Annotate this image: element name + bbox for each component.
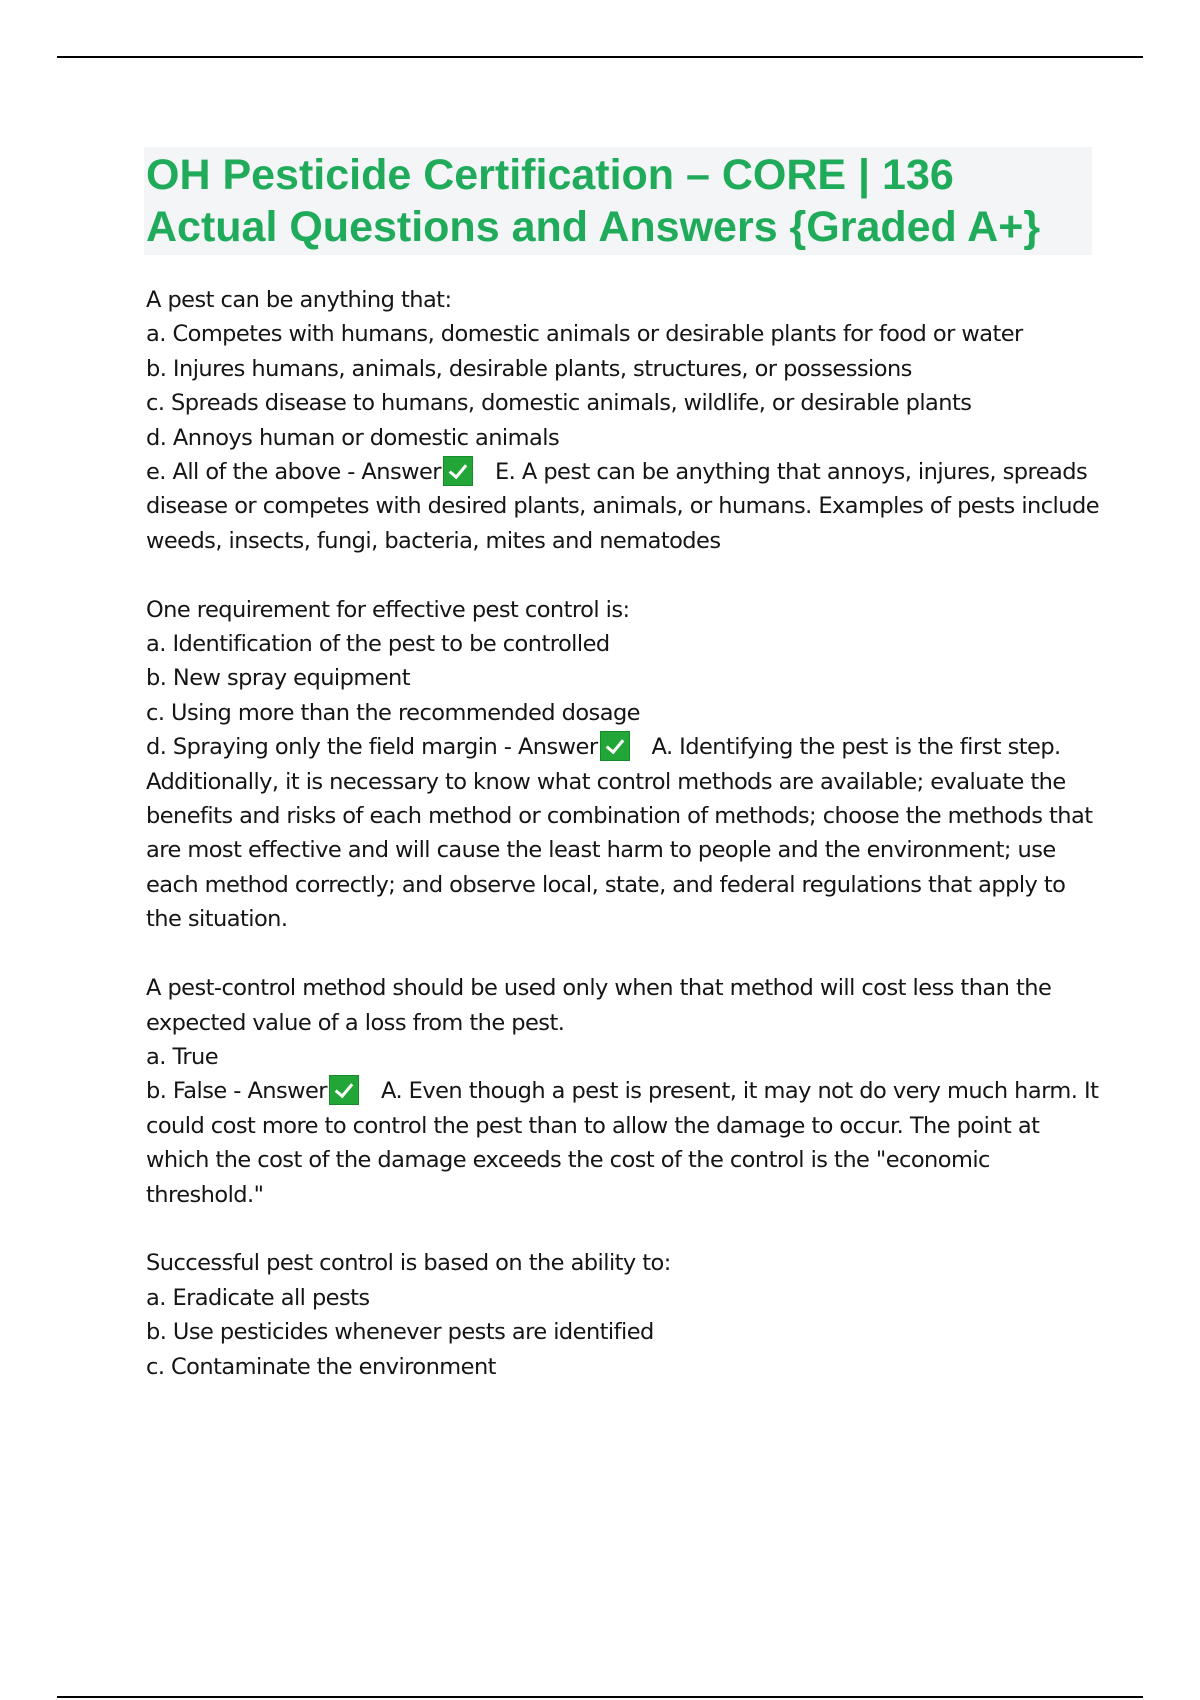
document-body (146, 283, 1106, 1418)
answer-option-a: a. True (146, 1043, 219, 1070)
question-prompt: A pest can be anything that: (146, 287, 452, 313)
question-block-4 (146, 1246, 1106, 1384)
answer-option-d: d. Annoys human or domestic animals (146, 424, 560, 451)
answer-explanation: A. Even though a pest is present, it may not do very much harm. It could cost more to control the pest than to allow the damage to occur. The point at which the cost of the damage exceeds the cost of the control is the "economic threshold." (146, 1078, 1099, 1208)
answer-option-a: a. Identification of the pest to be controlled (146, 631, 610, 658)
question-prompt: A pest-control method should be used only when that method will cost less than the expected value of a loss from the pest. (146, 975, 1052, 1036)
answer-explanation: A. Identifying the pest is the first step. Additionally, it is necessary to know what control methods are available; evaluate the benefits and risks of each method or combination of methods; choose the methods that are most effective and will cause the least harm to people and the environment; use each method correctly; and observe local, state, and federal regulations that apply to the situation. (146, 734, 1093, 933)
answer-option-b: b. Injures humans, animals, desirable plants, structures, or possessions (146, 355, 912, 382)
question-block-1 (146, 283, 1106, 558)
answer-line (146, 1074, 1106, 1212)
question-prompt: Successful pest control is based on the ability to: (146, 1250, 671, 1277)
answer-option-b: b. Use pesticides whenever pests are identified (146, 1319, 654, 1346)
answer-option-c: c. Using more than the recommended dosage (146, 699, 640, 726)
answer-option-d: d. Spraying only the field margin - Answer (146, 734, 598, 761)
document-title: OH Pesticide Certification – CORE | 136 Actual Questions and Answers {Graded A+} (146, 151, 1041, 251)
answer-option-a: a. Eradicate all pests (146, 1284, 370, 1311)
answer-option-b: b. False - Answer (146, 1078, 328, 1105)
title-banner (144, 147, 1092, 255)
answer-option-c: c. Contaminate the environment (146, 1353, 496, 1380)
answer-option-a: a. Competes with humans, domestic animals or desirable plants for food or water (146, 321, 1023, 348)
check-mark-icon (329, 1075, 359, 1105)
question-block-2 (146, 593, 1106, 937)
answer-option-c: c. Spreads disease to humans, domestic animals, wildlife, or desirable plants (146, 390, 972, 417)
answer-line (146, 455, 1106, 558)
answer-line (146, 730, 1106, 936)
question-block-3 (146, 971, 1106, 1212)
check-mark-icon (600, 731, 630, 761)
answer-explanation: E. A pest can be anything that annoys, injures, spreads disease or competes with desired plants, animals, or humans. Examples of pests include weeds, insects, fungi, bacteria, mites and nematodes (146, 459, 1099, 554)
top-rule (57, 56, 1143, 58)
bottom-rule (57, 1696, 1143, 1698)
check-mark-icon (443, 456, 473, 486)
answer-option-b: b. New spray equipment (146, 665, 410, 692)
question-prompt: One requirement for effective pest control is: (146, 596, 630, 623)
answer-option-e: e. All of the above - Answer (146, 459, 441, 486)
